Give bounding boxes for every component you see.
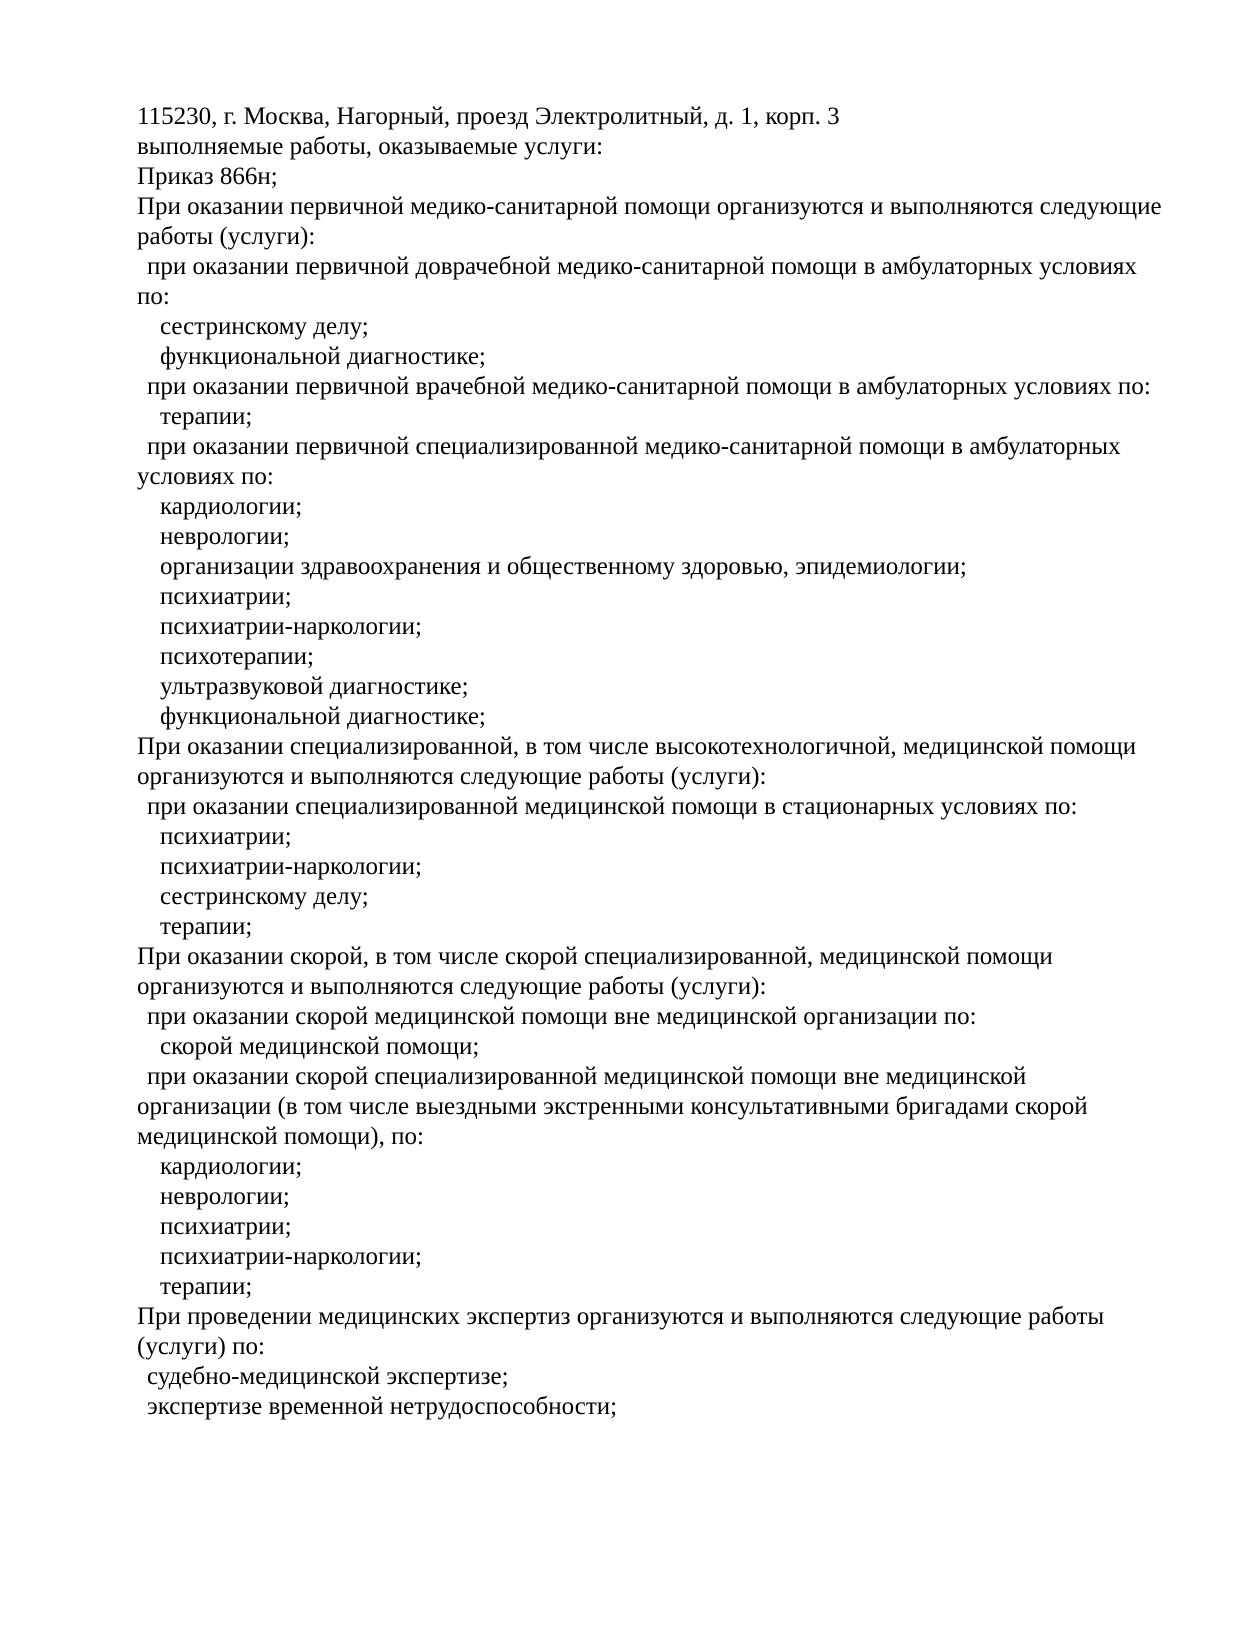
doc-line: функциональной диагностике;	[160, 343, 486, 370]
doc-line: психиатрии;	[160, 1213, 292, 1240]
doc-line: скорой медицинской помощи;	[160, 1033, 480, 1060]
doc-line: кардиологии;	[160, 1153, 303, 1180]
doc-line: неврологии;	[160, 523, 290, 550]
doc-line: психиатрии-наркологии;	[160, 1243, 422, 1270]
doc-line: сестринскому делу;	[160, 883, 369, 910]
doc-line: психиатрии;	[160, 583, 292, 610]
doc-line: функциональной диагностике;	[160, 703, 486, 730]
doc-line: терапии;	[160, 913, 253, 940]
doc-line: кардиологии;	[160, 493, 303, 520]
doc-line: При оказании специализированной, в том числе высокотехнологичной, медицинской помощи организуются и выполняются следующие работы (услуги):	[137, 733, 1137, 790]
doc-line: организации здравоохранения и общественному здоровью, эпидемиологии;	[160, 553, 967, 580]
document-text	[137, 102, 1165, 1422]
doc-line: при оказании первичной доврачебной медико-санитарной помощи в амбулаторных условиях по:	[137, 253, 1137, 310]
doc-line: судебно-медицинской экспертизе;	[147, 1363, 509, 1390]
doc-line: сестринскому делу;	[160, 313, 369, 340]
doc-line: психиатрии;	[160, 823, 292, 850]
doc-line: При оказании скорой, в том числе скорой специализированной, медицинской помощи организуются и выполняются следующие работы (услуги):	[137, 943, 1053, 1000]
doc-line: при оказании первичной специализированной медико-санитарной помощи в амбулаторных условиях по:	[137, 433, 1121, 490]
doc-line: психиатрии-наркологии;	[160, 613, 422, 640]
doc-line: при оказании первичной врачебной медико-санитарной помощи в амбулаторных условиях по:	[147, 373, 1151, 400]
doc-line: Приказ 866н;	[137, 163, 278, 190]
doc-line: 115230, г. Москва, Нагорный, проезд Электролитный, д. 1, корп. 3	[137, 103, 840, 130]
doc-line: ультразвуковой диагностике;	[160, 673, 469, 700]
doc-line: выполняемые работы, оказываемые услуги:	[137, 133, 604, 160]
doc-line: При оказании первичной медико-санитарной помощи организуются и выполняются следующие работы (услуги):	[137, 193, 1162, 250]
doc-line: психиатрии-наркологии;	[160, 853, 422, 880]
doc-line: При проведении медицинских экспертиз организуются и выполняются следующие работы (услуги) по:	[137, 1303, 1105, 1360]
doc-line: при оказании скорой специализированной медицинской помощи вне медицинской организации (в том числе выездными экстренными консультативными бригадами скорой медицинской помощи), по:	[137, 1063, 1088, 1150]
doc-line: неврологии;	[160, 1183, 290, 1210]
doc-line: при оказании скорой медицинской помощи вне медицинской организации по:	[147, 1003, 977, 1030]
doc-line: терапии;	[160, 403, 253, 430]
doc-line: терапии;	[160, 1273, 253, 1300]
doc-line: экспертизе временной нетрудоспособности;	[147, 1393, 618, 1420]
doc-line: при оказании специализированной медицинской помощи в стационарных условиях по:	[147, 793, 1078, 820]
doc-line: психотерапии;	[160, 643, 314, 670]
